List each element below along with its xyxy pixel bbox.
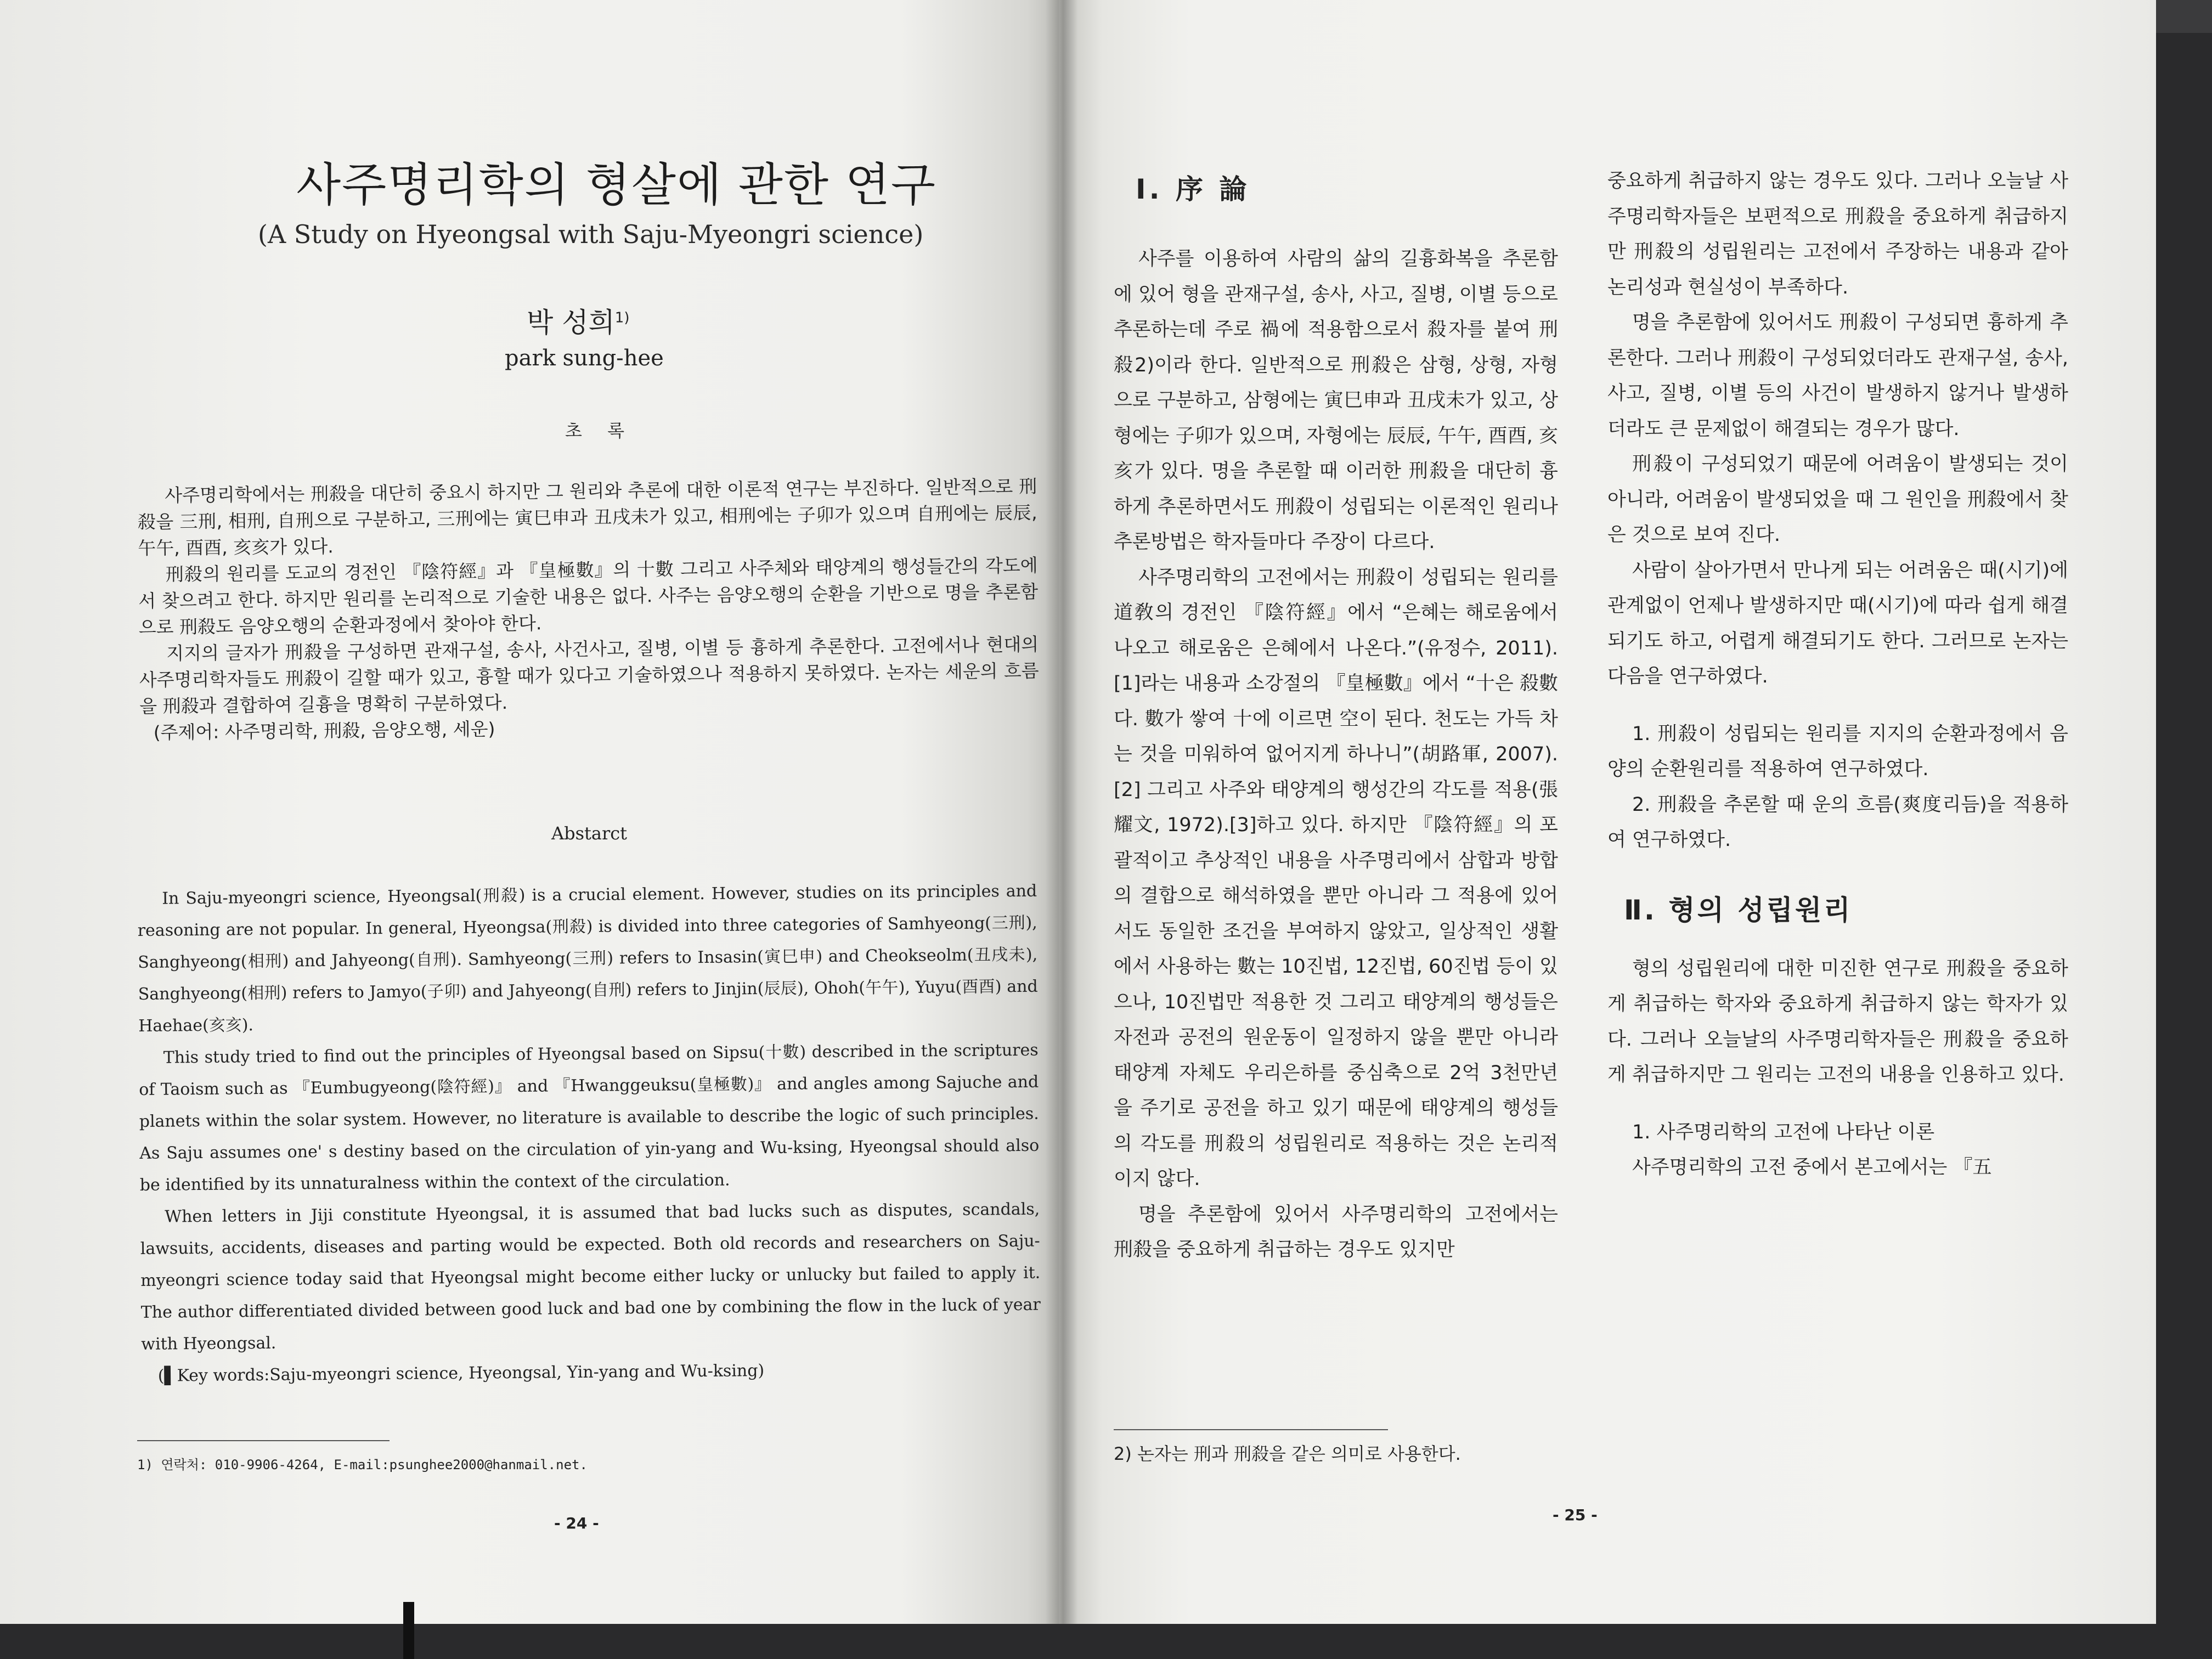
body-paragraph: 형의 성립원리에 대한 미진한 연구로 刑殺을 중요하게 취급하는 학자와 중요하게 취급하지 않는 학자가 있다. 그러나 오늘날의 사주명리학자들은 刑殺을 중요하게 취급하지만 그 원리는 고전의 내용을 인용하고 있다.: [1607, 957, 2068, 1086]
body-paragraph: 사주명리학의 고전 중에서 본고에서는 『五: [1632, 1156, 1992, 1178]
page-number-right: - 25 -: [1553, 1506, 1598, 1524]
author-footnote-mark: 1): [614, 309, 630, 326]
footnote-rule: [137, 1440, 390, 1441]
book-gutter-shadow: [1045, 0, 1078, 1624]
body-paragraph: 사람이 살아가면서 만나게 되는 어려움은 때(시기)에 관계없이 언제나 발생하지만 때(시기)에 따라 쉽게 해결되기도 하고, 어렵게 해결되기도 한다. 그러므로 논자는 다음을 연구하였다.: [1607, 559, 2068, 687]
body-paragraph: 명을 추론함에 있어서 사주명리학의 고전에서는 刑殺을 중요하게 취급하는 경우도 있지만: [1114, 1203, 1558, 1261]
abstract-english-paragraph: This study tried to find out the principles of Hyeongsal based on Sipsu(十數) described in the scriptures of Taoism such as 『Eumbugyeong(陰符經)』 and 『Hwanggeuksu(皇極數)』 and angles among Sajuche and planets within the solar system. However, no literature is available to describe the logic of such principles. As Saju assumes one' s destiny based on the circulation of yin-yang and Wu-ksing, Hyeongsal should also be identified by its unnaturalness within the context of the circulation.: [139, 1040, 1040, 1195]
abstract-korean-paragraph: 지지의 글자가 刑殺을 구성하면 관재구설, 송사, 사건사고, 질병, 이별 등 흉하게 추론한다. 고전에서나 현대의 사주명리학자들도 刑殺이 길할 때가 있고, 흉할 때가 있다고 기술하였으나 적용하지 못하였다. 논자는 세운의 흐름을 刑殺과 결합하여 길흉을 명확히 구분하였다.: [139, 633, 1039, 717]
abstract-korean-heading: 초 록: [565, 420, 634, 441]
footnote-contact: 1) 연락처: 010-9906-4264, E-mail:psunghee2000@hanmail.net.: [137, 1457, 588, 1472]
abstract-english-keywords: (▌Key words:Saju-myeongri science, Hyeongsal, Yin-yang and Wu-ksing): [157, 1361, 765, 1386]
footnote-terminology: 2) 논자는 刑과 刑殺을 같은 의미로 사용한다.: [1114, 1443, 1461, 1464]
abstract-english-heading: Abstarct: [551, 823, 628, 844]
body-paragraph: 중요하게 취급하지 않는 경우도 있다. 그러나 오늘날 사주명리학자들은 보편적으로 刑殺을 중요하게 취급하지만 刑殺의 성립원리는 고전에서 주장하는 내용과 같아 논리성과 현실성이 부족하다.: [1607, 170, 2068, 298]
author-name-english: park sung-hee: [505, 346, 664, 371]
footnote-rule: [1114, 1429, 1388, 1430]
text-column-left: [1114, 241, 1558, 1268]
left-page: [0, 0, 1059, 1624]
subsection-heading: 1. 사주명리학의 고전에 나타난 이론: [1632, 1121, 1935, 1143]
right-page: [1059, 0, 2156, 1624]
author-name-korean: [527, 301, 629, 340]
abstract-english: [137, 876, 1041, 1392]
section-heading-principles: Ⅱ. 형의 성립원리: [1624, 894, 1853, 926]
paper-title-korean: 사주명리학의 형살에 관한 연구: [296, 158, 936, 212]
text-column-right: [1607, 163, 2068, 1186]
numbered-item: 1. 刑殺이 성립되는 원리를 지지의 순환과정에서 음양의 순환원리를 적용하여 연구하였다.: [1607, 723, 2068, 780]
abstract-korean-paragraph: 사주명리학에서는 刑殺을 대단히 중요시 하지만 그 원리와 추론에 대한 이론적 연구는 부진하다. 일반적으로 刑殺을 三刑, 相刑, 自刑으로 구분하고, 三刑에는 寅巳申과 丑戌未가 있고, 相刑에는 子卯가 있으며 自刑에는 辰辰, 午午, 酉酉, 亥亥가 있다.: [137, 475, 1037, 559]
ribbon-bookmark: [403, 1602, 414, 1659]
author-name-text: 박 성희: [527, 307, 615, 338]
spacer: [1607, 1093, 2068, 1115]
paper-title-english: (A Study on Hyeongsal with Saju-Myeongri science): [258, 219, 924, 249]
body-paragraph: 사주명리학의 고전에서는 刑殺이 성립되는 원리를 道敎의 경전인 『陰符經』에서 “은혜는 해로움에서 나오고 해로움은 은혜에서 나온다.”(유정수, 2011).[1]라는 내용과 소강절의 『皇極數』에서 “十은 殺數다. 數가 쌓여 十에 이르면 空이 된다. 천도는 가득 차는 것을 미워하여 없어지게 하나니”(胡路軍, 2007).[2] 그리고 사주와 태양계의 행성간의 각도를 적용(張耀文, 1972).[3]하고 있다. 하지만 『陰符經』의 포괄적이고 추상적인 내용을 사주명리에서 삼합과 방합의 결합으로 해석하였을 뿐만 아니라 그 적용에 있어서도 동일한 조건을 부여하지 않았고, 일상적인 생활에서 사용하는 數는 10진법, 12진법, 60진법 등이 있으나, 10진법만 적용한 것 그리고 태양계의 행성들은 자전과 공전의 원운동이 일정하지 않을 뿐만 아니라 태양계 자체도 우리은하를 중심축으로 2억 3천만년을 주기로 공전을 하고 있기 때문에 태양계의 행성들의 각도를 刑殺의 성립원리로 적용하는 것은 논리적이지 않다.: [1114, 566, 1558, 1190]
body-paragraph: 사주를 이용하여 사람의 삶의 길흉화복을 추론함에 있어 형을 관재구설, 송사, 사고, 질병, 이별 등으로 추론하는데 주로 禍에 적용함으로서 殺자를 붙여 刑殺2)이라 한다. 일반적으로 刑殺은 삼형, 상형, 자형으로 구분하고, 삼형에는 寅巳申과 丑戌未가 있고, 상형에는 子卯가 있으며, 자형에는 辰辰, 午午, 酉酉, 亥亥가 있다. 명을 추론할 때 이러한 刑殺을 대단히 흉하게 추론하면서도 刑殺이 성립되는 이론적인 원리나 추론방법은 학자들마다 주장이 다르다.: [1114, 248, 1558, 553]
numbered-item: 2. 刑殺을 추론할 때 운의 흐름(爽度리듬)을 적용하여 연구하였다.: [1607, 793, 2068, 851]
abstract-korean-paragraph: 刑殺의 원리를 도교의 경전인 『陰符經』과 『皇極數』의 十數 그리고 사주체와 태양계의 행성들간의 각도에서 찾으려고 한다. 하지만 원리를 논리적으로 기술한 내용은 없다. 사주는 음양오행의 순환을 기반으로 명을 추론함으로 刑殺도 음양오행의 순환과정에서 찾아야 한다.: [138, 554, 1039, 638]
body-paragraph: 명을 추론함에 있어서도 刑殺이 구성되면 흉하게 추론한다. 그러나 刑殺이 구성되었더라도 관재구설, 송사, 사고, 질병, 이별 등의 사건이 발생하지 않거나 발생하더라도 큰 문제없이 해결되는 경우가 많다.: [1607, 312, 2068, 440]
abstract-english-paragraph: When letters in Jiji constitute Hyeongsal, it is assumed that bad lucks such as disputes, scandals, lawsuits, accidents, diseases and parting would be expected. Both old records and researchers on Saju-myeongri science today said that Hyeongsal might become either lucky or unlucky but failed to apply it. The author differentiated divided between good luck and bad one by combining the flow in the luck of year with Hyeongsal.: [140, 1199, 1041, 1354]
page-number-left: - 24 -: [554, 1514, 599, 1532]
body-paragraph: 刑殺이 구성되었기 때문에 어려움이 발생되는 것이 아니라, 어려움이 발생되었을 때 그 원인을 刑殺에서 찾은 것으로 보여 진다.: [1607, 453, 2068, 546]
abstract-english-paragraph: In Saju-myeongri science, Hyeongsal(刑殺) is a crucial element. However, studies on its principles and reasoning are not popular. In general, Hyeongsa(刑殺) is divided into three categories of Samhyeong(三刑), Sanghyeong(相刑) and Jahyeong(自刑). Samhyeong(三刑) refers to Insasin(寅巳申) and Cheokseolm(丑戌未), Sanghyeong(相刑) refers to Jamyo(子卯) and Jahyeong(自刑) refers to Jinjin(辰辰), Ohoh(午午), Yuyu(酉酉) and Haehae(亥亥).: [137, 881, 1038, 1036]
section-heading-introduction: Ⅰ. 序 論: [1136, 173, 1250, 205]
spacer: [1607, 695, 2068, 716]
abstract-korean: [137, 473, 1040, 746]
abstract-korean-keywords: (주제어: 사주명리학, 刑殺, 음양오행, 세운): [153, 718, 495, 743]
